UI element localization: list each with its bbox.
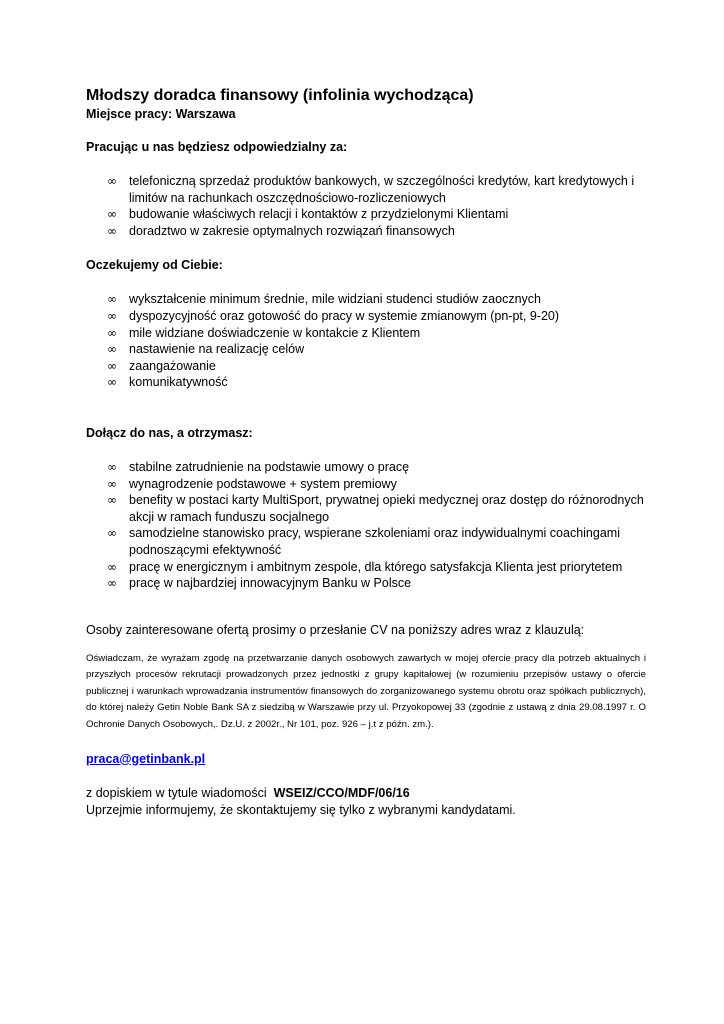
list-item bbox=[86, 325, 646, 342]
closing-note: Uprzejmie informujemy, że skontaktujemy się tylko z wybranymi kandydatami. bbox=[86, 802, 516, 817]
infinity-icon: ∞ bbox=[107, 576, 117, 591]
list-item bbox=[86, 374, 646, 391]
job-title: Młodszy doradca finansowy (infolinia wychodząca) bbox=[86, 87, 474, 104]
list-item bbox=[86, 459, 646, 476]
reference-code: WSEIZ/CCO/MDF/06/16 bbox=[273, 785, 410, 800]
list-item-text: pracę w najbardziej innowacyjnym Banku w Polsce bbox=[129, 576, 412, 591]
requirements-list bbox=[86, 291, 646, 391]
list-item-text: budowanie właściwych relacji i kontaktów z przydzielonymi Klientami bbox=[129, 207, 509, 222]
email-link[interactable]: praca@getinbank.pl bbox=[86, 751, 206, 766]
infinity-icon: ∞ bbox=[107, 325, 117, 340]
list-item-text: dyspozycyjność oraz gotowość do pracy w systemie zmianowym (pn-pt, 9-20) bbox=[129, 308, 560, 323]
list-item-text: mile widziane doświadczenie w kontakcie z Klientem bbox=[129, 325, 421, 340]
infinity-icon: ∞ bbox=[107, 207, 117, 222]
infinity-icon: ∞ bbox=[107, 358, 117, 373]
list-item-text: benefity w postaci karty MultiSport, prywatnej opieki medycznej oraz dostęp do różnorodnych akcji w ramach funduszu socjalnego bbox=[129, 493, 644, 524]
infinity-icon: ∞ bbox=[107, 375, 117, 390]
responsibilities-heading: Pracując u nas będziesz odpowiedzialny za: bbox=[86, 140, 348, 154]
infinity-icon: ∞ bbox=[107, 292, 117, 307]
spacer bbox=[86, 391, 646, 425]
infinity-icon: ∞ bbox=[107, 223, 117, 238]
subject-note bbox=[86, 785, 646, 802]
requirements-heading: Oczekujemy od Ciebie: bbox=[86, 258, 223, 273]
subject-prefix: z dopiskiem w tytule wiadomości bbox=[86, 785, 274, 800]
infinity-icon: ∞ bbox=[107, 174, 117, 188]
list-item bbox=[86, 223, 646, 240]
spacer bbox=[86, 592, 646, 622]
list-item bbox=[86, 476, 646, 493]
list-item bbox=[86, 492, 646, 525]
spacer bbox=[86, 239, 646, 257]
list-item bbox=[86, 341, 646, 358]
infinity-icon: ∞ bbox=[107, 459, 117, 474]
infinity-icon: ∞ bbox=[107, 526, 117, 541]
benefits-list bbox=[86, 459, 646, 592]
list-item bbox=[86, 308, 646, 325]
list-item bbox=[86, 559, 646, 576]
list-item-text: wynagrodzenie podstawowe + system premiowy bbox=[129, 476, 397, 491]
document-body bbox=[86, 86, 646, 819]
list-item bbox=[86, 575, 646, 592]
list-item-text: pracę w energicznym i ambitnym zespole, dla którego satysfakcja Klienta jest priorytetem bbox=[129, 559, 623, 574]
list-item-text: telefoniczną sprzedaż produktów bankowych, w szczególności kredytów, kart kredytowych i limitów na rachunkach oszczędnościowo-rozliczeniowych bbox=[129, 174, 635, 205]
list-item-text: stabilne zatrudnienie na podstawie umowy o pracę bbox=[129, 459, 410, 474]
list-item bbox=[86, 291, 646, 308]
list-item-text: komunikatywność bbox=[129, 375, 228, 390]
consent-clause: Oświadczam, że wyrażam zgodę na przetwarzanie danych osobowych zawartych w mojej ofercie pracy dla potrzeb aktualnych i przyszłych procesów rekrutacji prowadzonych przez jednostki z grupy kapitałowej (w rozumieniu przepisów ustawy o ofercie publicznej i warunkach wprowadzania instrumentów finansowych do zorganizowanego systemu obrotu oraz spółkach publicznych), do której należy Getin Noble Bank SA z siedzibą w Warszawie przy ul. Przyokopowej 33 (zgodnie z ustawą z dnia 29.08.1997 r. O Ochronie Danych Osobowych,. Dz.U. z 2002r., Nr 101, poz. 926 – j.t z późn. zm.). bbox=[86, 652, 646, 731]
list-item bbox=[86, 206, 646, 223]
application-instructions: Osoby zainteresowane ofertą prosimy o przesłanie CV na poniższy adres wraz z klauzulą: bbox=[86, 622, 585, 637]
list-item-text: doradztwo w zakresie optymalnych rozwiązań finansowych bbox=[129, 223, 455, 238]
list-item-text: samodzielne stanowisko pracy, wspierane szkoleniami oraz indywidualnymi coachingami podnoszącymi efektywność bbox=[129, 526, 620, 557]
list-item bbox=[86, 358, 646, 375]
list-item bbox=[86, 173, 646, 206]
work-location: Miejsce pracy: Warszawa bbox=[86, 107, 236, 121]
infinity-icon: ∞ bbox=[107, 493, 117, 508]
infinity-icon: ∞ bbox=[107, 308, 117, 323]
responsibilities-list bbox=[86, 173, 646, 239]
infinity-icon: ∞ bbox=[107, 342, 117, 357]
benefits-heading: Dołącz do nas, a otrzymasz: bbox=[86, 425, 253, 440]
infinity-icon: ∞ bbox=[107, 559, 117, 574]
list-item-text: nastawienie na realizację celów bbox=[129, 342, 305, 357]
infinity-icon: ∞ bbox=[107, 476, 117, 491]
list-item-text: zaangażowanie bbox=[129, 358, 216, 373]
list-item bbox=[86, 525, 646, 558]
list-item-text: wykształcenie minimum średnie, mile widziani studenci studiów zaocznych bbox=[129, 292, 541, 307]
spacer bbox=[86, 768, 646, 785]
